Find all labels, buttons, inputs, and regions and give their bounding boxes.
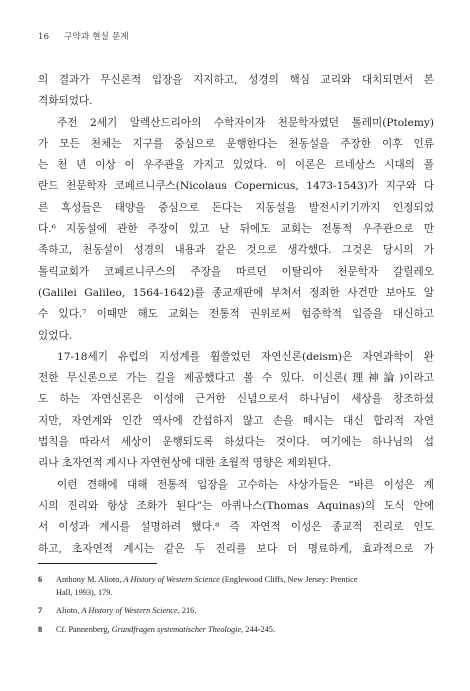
footnote	[38, 624, 434, 637]
body-line: 있었다.	[38, 329, 73, 342]
footnote-line: Cf. Pannenberg, Grundfragen systematischer Theologie, 244-245.	[56, 624, 276, 634]
body-line: 서 이성과 계시를 설명하려 했다.⁸ 즉 자연적 이성은 종교적 진리로 인도	[38, 521, 434, 534]
body-line: 지만, 자연계와 인간 역사에 간섭하지 않고 손을 떼시는 대신 합리적 자연	[38, 414, 434, 427]
running-title: 구약과 현실 문제	[64, 32, 129, 42]
book-title: Grundfragen systematischer Theologie	[111, 624, 242, 634]
body-line: 전한 무신론으로 가는 길을 제공했다고 볼 수 있다. 이신론(理神論)이라고	[38, 372, 434, 385]
footnote-text	[56, 605, 434, 618]
body-line: 주전 2세기 알렉산드리아의 수학자이자 천문학자였던 톨레미(Ptolemy)	[57, 116, 434, 129]
page-number: 16	[38, 32, 50, 42]
body-line: 수 있다.⁷ 이때만 해도 교회는 전통적 권위로써 험증학적 입증을 대신하고	[38, 308, 434, 321]
body-line: 17-18세기 유럽의 지성계를 휩쓸었던 자연신론(deism)은 자연과학이 완	[57, 350, 434, 363]
body-line: 이런 견해에 대해 전통적 입장을 고수하는 사상가들은 “바른 이성은 계	[57, 478, 434, 491]
body-line: 리나 초자연적 계시나 자연현상에 대한 초월적 영향은 제외된다.	[38, 457, 332, 470]
footnote-number: 8	[38, 624, 43, 634]
body-line: 하고, 초자연적 계시는 같은 두 진리를 보다 더 명료하게, 효과적으로 가	[38, 542, 434, 555]
footnotes	[38, 574, 434, 642]
body-line: 다.⁶ 지동설에 관한 주장이 있고 난 뒤에도 교회는 전통적 우주관으로 만	[38, 223, 434, 236]
footnote-number: 7	[38, 606, 43, 616]
body-text	[38, 70, 434, 560]
body-line: 도 하는 자연신론은 이성에 근거한 신념으로서 하나님이 세상을 창조하셨	[38, 393, 434, 406]
body-line: 의 결과가 무신론적 입장을 지지하고, 성경의 핵심 교리와 대치되면서 본	[38, 74, 434, 86]
footnote-line: Alioto, A History of Western Science, 216.	[56, 606, 197, 616]
body-line: 가 모든 천체는 지구를 중심으로 운행한다는 천동설을 주장한 이후 인류	[38, 137, 434, 150]
footnote-line: Hall, 1993), 179.	[56, 587, 113, 597]
body-line: 시의 진리와 항상 조화가 된다”는 아퀴나스(Thomas Aquinas)의 도식 안에	[38, 499, 434, 512]
body-line: 법칙을 따라서 세상이 운행되도록 하셨다는 것이다. 여기에는 하나님의 섭	[38, 436, 434, 449]
footnote-divider	[38, 563, 157, 564]
footnote-number: 6	[38, 575, 43, 584]
body-line: (Galilei Galileo, 1564-1642)를 종교재판에 부쳐서 정죄한 사건만 보아도 알	[38, 286, 434, 299]
body-line: 톨릭교회가 코페르니쿠스의 주장을 따르던 이탈리아 천문학자 갈릴레오	[38, 265, 434, 278]
body-line: 격화되었다.	[38, 95, 93, 108]
footnote	[38, 605, 434, 618]
footnote-text	[56, 624, 434, 637]
body-line: 족하고, 천동설이 성경의 내용과 같은 것으로 생각했다. 그것은 당시의 가	[38, 244, 434, 257]
body-line: 란드 천문학자 코페르니쿠스(Nicolaus Copernicus, 1473-1543)가 지구와 다	[38, 180, 434, 193]
body-line: 는 천 년 이상 이 우주관을 가지고 있었다. 이 이론은 르네상스 시대의 폴	[38, 159, 434, 172]
footnote	[38, 574, 434, 599]
book-title: A History of Western Science	[81, 606, 178, 616]
footnote-line: Anthony M. Alioto, A History of Western Science (Englewood Cliffs, New Jersey: Prentice	[56, 575, 358, 584]
running-header	[38, 30, 129, 42]
footnote-text	[56, 574, 434, 599]
book-title: A History of Western Science	[123, 575, 220, 584]
body-line: 른 혹성들은 태양을 중심으로 돈다는 지동설을 발전시키기까지 인정되었	[38, 201, 434, 214]
